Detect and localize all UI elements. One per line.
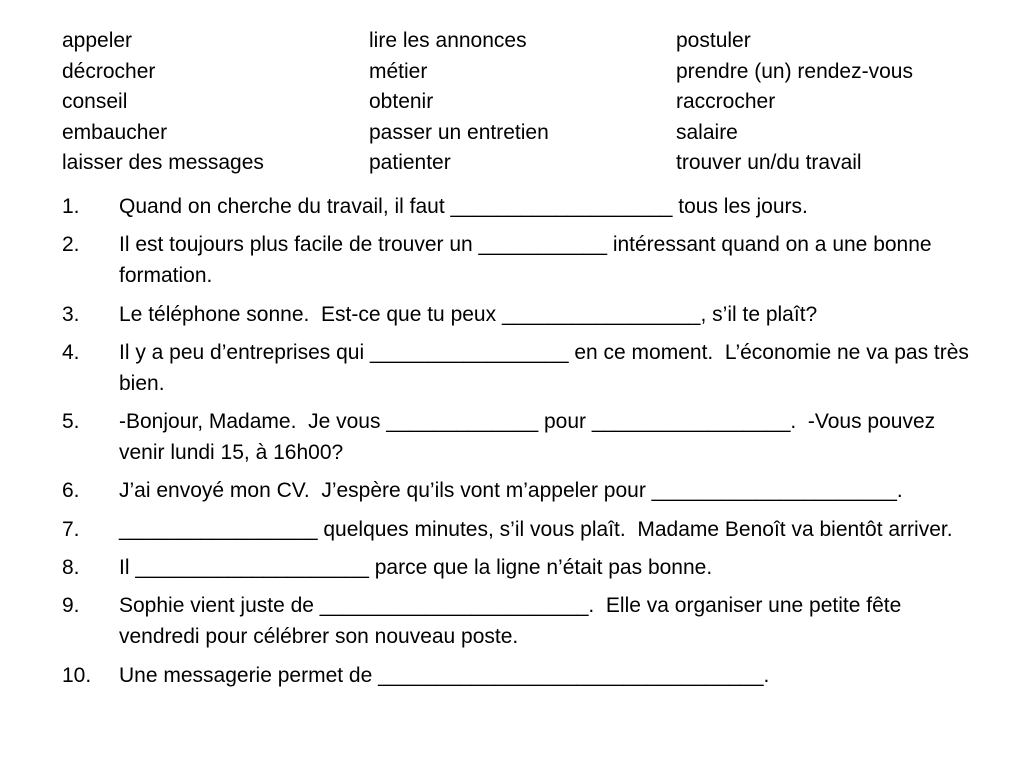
vocabulary-word: passer un entretien xyxy=(369,120,549,144)
vocabulary-word: métier xyxy=(369,59,428,83)
exercise-number: 4. xyxy=(62,340,80,364)
exercise-sentence: Il y a peu d’entreprises qui _________________ en ce moment. L’économie ne va pas très bien. xyxy=(119,340,975,395)
exercise-item xyxy=(62,660,972,691)
vocabulary-word: raccrocher xyxy=(676,90,776,113)
exercise-sentence: Le téléphone sonne. Est-ce que tu peux _________________, s’il te plaît? xyxy=(119,302,818,326)
vocabulary-word: patienter xyxy=(369,151,451,174)
vocabulary-bank xyxy=(62,26,982,179)
vocabulary-column xyxy=(62,26,369,179)
exercise-item xyxy=(62,406,972,468)
exercise-number: 3. xyxy=(62,302,80,326)
exercise-number: 9. xyxy=(62,594,80,618)
vocabulary-word: prendre (un) rendez-vous xyxy=(676,59,913,83)
vocabulary-word: décrocher xyxy=(62,59,156,83)
exercise-number: 6. xyxy=(62,479,80,503)
exercise-sentence: -Bonjour, Madame. Je vous _____________ pour _________________. -Vous pouvez venir lundi 15, à 16h00? xyxy=(119,410,941,465)
exercise-item xyxy=(62,299,972,330)
exercise-item xyxy=(62,229,972,291)
exercise-item xyxy=(62,191,972,222)
exercise-sentence: Il ____________________ parce que la ligne n’était pas bonne. xyxy=(119,556,713,580)
exercise-sentence: J’ai envoyé mon CV. J’espère qu’ils vont m’appeler pour _____________________. xyxy=(119,479,903,503)
exercise-item xyxy=(62,514,972,545)
vocabulary-word: appeler xyxy=(62,29,133,52)
vocabulary-column xyxy=(369,26,676,179)
exercise-list xyxy=(62,191,975,698)
exercise-item xyxy=(62,337,975,399)
exercise-number: 5. xyxy=(62,410,80,434)
vocabulary-word: salaire xyxy=(676,120,738,144)
vocabulary-word: laisser des messages xyxy=(62,151,264,174)
vocabulary-word: lire les annonces xyxy=(369,29,527,52)
exercise-sentence: Quand on cherche du travail, il faut ___________________ tous les jours. xyxy=(119,195,808,218)
exercise-sentence: Sophie vient juste de _______________________. Elle va organiser une petite fête vendredi pour célébrer son nouveau poste. xyxy=(119,594,908,649)
vocabulary-word: embaucher xyxy=(62,120,168,144)
vocabulary-word: conseil xyxy=(62,90,128,113)
exercise-sentence: Une messagerie permet de _________________________________. xyxy=(119,663,770,687)
exercise-number: 7. xyxy=(62,517,80,541)
exercise-item xyxy=(62,590,972,652)
exercise-number: 8. xyxy=(62,556,80,580)
exercise-sentence: Il est toujours plus facile de trouver un ___________ intéressant quand on a une bonne formation. xyxy=(119,233,938,288)
exercise-number: 10. xyxy=(62,663,92,687)
exercise-sentence: _________________ quelques minutes, s’il vous plaît. Madame Benoît va bientôt arriver. xyxy=(119,517,953,541)
exercise-item xyxy=(62,552,972,583)
vocabulary-column xyxy=(676,26,982,179)
vocabulary-word: obtenir xyxy=(369,90,434,113)
exercise-item xyxy=(62,475,972,506)
vocabulary-word: trouver un/du travail xyxy=(676,151,862,174)
vocabulary-word: postuler xyxy=(676,29,751,52)
exercise-number: 1. xyxy=(62,195,80,218)
exercise-number: 2. xyxy=(62,233,80,257)
